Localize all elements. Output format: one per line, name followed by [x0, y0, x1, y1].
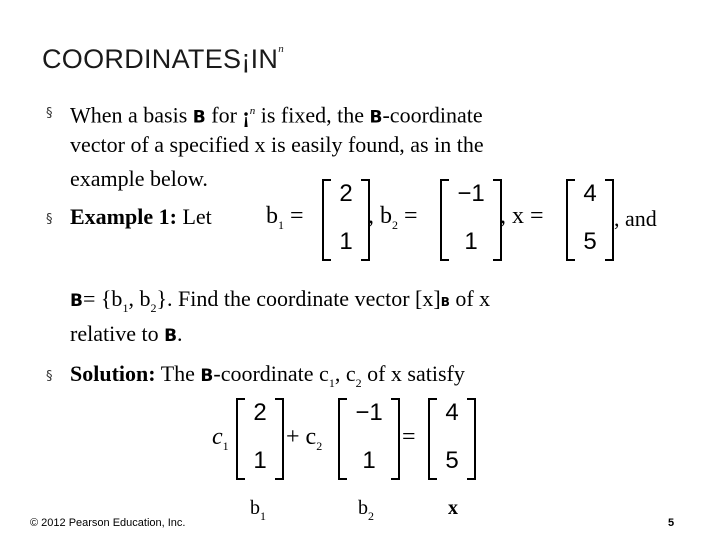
- bullet-marker: §: [46, 106, 53, 121]
- eq-vector-x: 4 5: [428, 398, 476, 480]
- example-label: Example 1: Let: [70, 204, 212, 229]
- vector-b2: −1 1: [440, 179, 502, 261]
- b2-label: , $b_2$ =: [368, 203, 418, 232]
- b1-label: $b_1$ =: [266, 203, 304, 232]
- copyright-footer: © 2012 Pearson Education, Inc.: [30, 517, 186, 529]
- bullet-1-line-3: example below.: [70, 166, 208, 191]
- and-text: , and: [614, 206, 657, 231]
- page-number: 5: [668, 517, 675, 529]
- c1-coef: $c_1$: [212, 424, 229, 453]
- vector-x: 4 5: [566, 179, 614, 261]
- bullet-marker: §: [46, 212, 53, 227]
- x-label: , x =: [500, 203, 544, 229]
- solution-line: Solution: The B-coordinate $c_1$, $c_2$ of x satisfy: [70, 361, 465, 390]
- eq-vector-b2: −1 1: [338, 398, 400, 480]
- relative-line: relative to B.: [70, 321, 183, 346]
- label-b1: $b_1$: [250, 497, 266, 523]
- bullet-marker: §: [46, 369, 53, 384]
- basis-definition: $B= \{b_1$, $b_2$}. Find the coordinate vector [x]B of x: [70, 286, 491, 315]
- label-b2: $b_2$: [358, 497, 374, 523]
- label-x: x: [448, 497, 458, 519]
- eq-equals: =: [402, 424, 416, 450]
- eq-vector-b1: 2 1: [236, 398, 284, 480]
- c2-coef: + $c_2$: [286, 424, 323, 453]
- slide-title: $COORDINATES¡IN^n$: [42, 43, 285, 74]
- bullet-1-line-2: vector of a specified x is easily found, as in the: [70, 132, 484, 157]
- bullet-1-line-1: When a basis B for ¡$^n$ is fixed, the B-coordinate: [70, 102, 483, 128]
- vector-b1: 2 1: [322, 179, 370, 261]
- basis-glyph: B: [192, 107, 206, 128]
